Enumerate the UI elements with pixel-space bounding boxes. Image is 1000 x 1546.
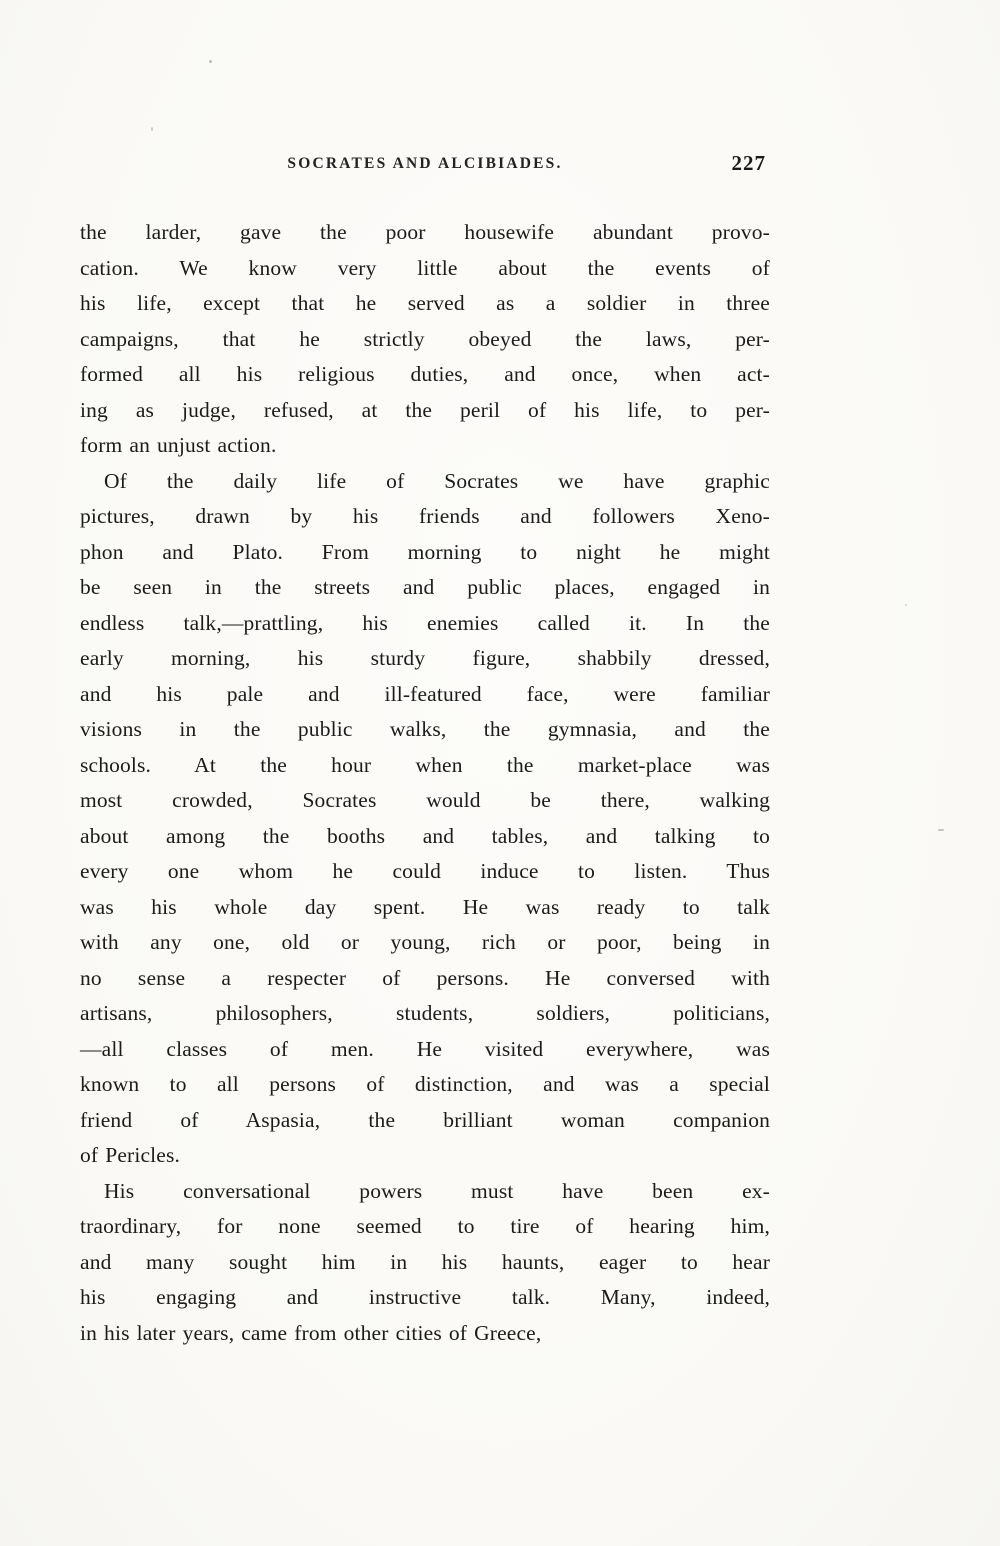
text-line: schools. At the hour when the market-place was (80, 752, 770, 777)
text-line: friend of Aspasia, the brilliant woman companion (80, 1107, 770, 1132)
text-line: artisans, philosophers, students, soldiers, politicians, (80, 1001, 770, 1025)
text-line: about among the booths and tables, and talking to (80, 823, 770, 848)
text-line: traordinary, for none seemed to tire of hearing him, (80, 1214, 770, 1238)
paragraph (80, 1174, 770, 1352)
page-header (80, 151, 770, 177)
scan-artifact (905, 604, 907, 606)
running-title: SOCRATES AND ALCIBIADES. (287, 155, 563, 172)
text-line: campaigns, that he strictly obeyed the laws, per- (80, 326, 770, 351)
text-line: with any one, old or young, rich or poor, being in (80, 930, 770, 954)
text-line: no sense a respecter of persons. He conversed with (80, 965, 770, 990)
text-line: form an unjust action. (80, 433, 277, 457)
text-line: phon and Plato. From morning to night he might (80, 539, 770, 564)
scan-artifact (209, 60, 212, 63)
paragraph (80, 215, 770, 464)
text-line: early morning, his sturdy figure, shabbily dressed, (80, 646, 770, 670)
text-line: —all classes of men. He visited everywhere, was (80, 1036, 770, 1061)
text-line: formed all his religious duties, and once, when act- (80, 362, 770, 386)
text-line: and many sought him in his haunts, eager to hear (80, 1249, 770, 1274)
text-line: most crowded, Socrates would be there, walking (80, 788, 770, 812)
text-line: cation. We know very little about the events of (80, 255, 770, 280)
text-line: known to all persons of distinction, and was a special (80, 1072, 770, 1096)
text-line: Of the daily life of Socrates we have graphic (104, 468, 770, 493)
text-line: of Pericles. (80, 1143, 181, 1167)
text-line: his life, except that he served as a soldier in three (80, 291, 770, 315)
scan-artifact (151, 127, 153, 131)
text-line: be seen in the streets and public places, engaged in (80, 575, 770, 599)
text-line: every one whom he could induce to listen. Thus (80, 859, 770, 883)
text-line: his engaging and instructive talk. Many, indeed, (80, 1285, 770, 1309)
paragraph (80, 464, 770, 1174)
text-line: His conversational powers must have been ex- (104, 1178, 770, 1203)
text-line: endless talk,—prattling, his enemies called it. In the (80, 610, 770, 635)
text-line: the larder, gave the poor housewife abundant provo- (80, 220, 770, 244)
page-number: 227 (731, 151, 766, 175)
page-body (80, 215, 770, 1351)
text-line: ing as judge, refused, at the peril of his life, to per- (80, 397, 770, 422)
text-line: and his pale and ill-featured face, were familiar (80, 681, 770, 706)
text-line: pictures, drawn by his friends and followers Xeno- (80, 504, 770, 528)
scan-artifact (938, 829, 944, 831)
text-line: in his later years, came from other cities of Greece, (80, 1320, 542, 1345)
text-line: was his whole day spent. He was ready to talk (80, 894, 770, 919)
text-line: visions in the public walks, the gymnasia, and the (80, 717, 770, 741)
